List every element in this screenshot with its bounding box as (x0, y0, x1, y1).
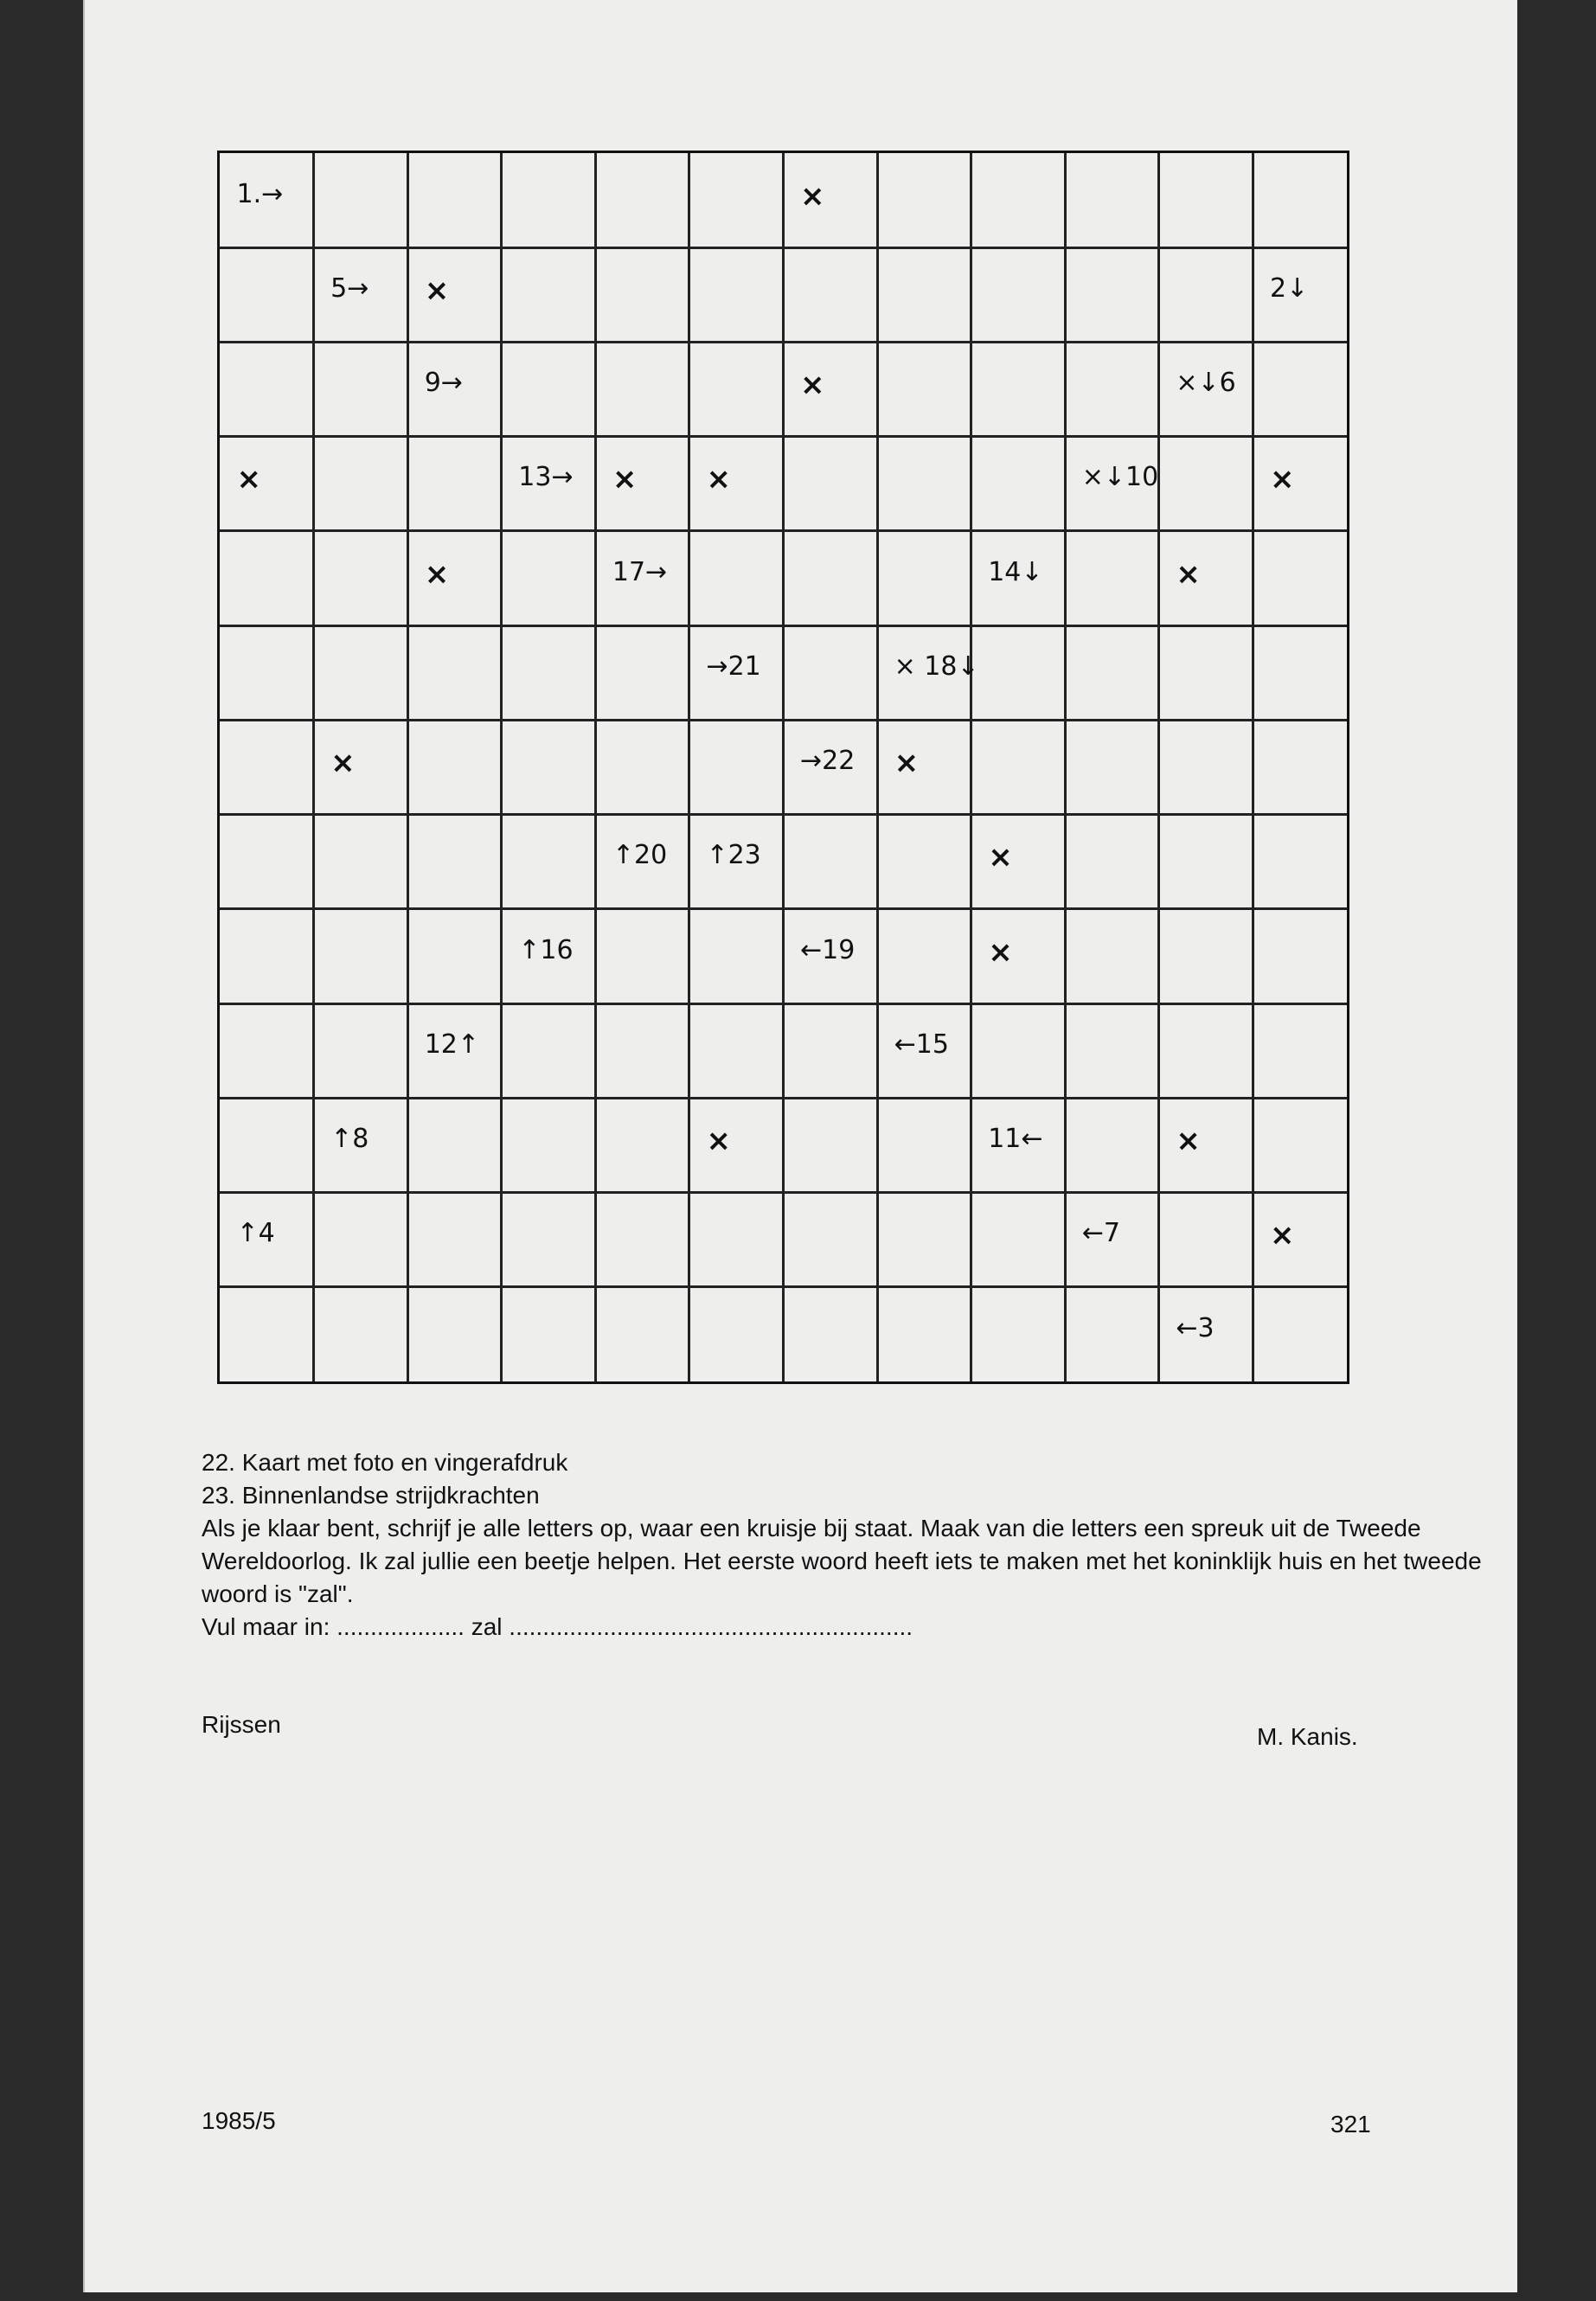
clue-marker: ←3 (1176, 1312, 1215, 1343)
clue-marker: ↑23 (706, 840, 761, 871)
cross-mark: × (706, 462, 731, 497)
grid-column-line (1064, 153, 1067, 1381)
cross-mark: × (894, 746, 920, 781)
clue-marker: ↑20 (612, 840, 668, 871)
crossword-grid (217, 151, 1349, 1384)
clue-text-block (202, 1446, 1482, 1644)
cross-mark: × (1176, 1124, 1201, 1159)
cross-mark: × (330, 746, 356, 781)
grid-row-line (220, 529, 1347, 532)
grid-column-line (1252, 153, 1254, 1381)
clue-marker: ↑8 (330, 1124, 369, 1155)
grid-row-line (220, 625, 1347, 627)
magazine-page (83, 0, 1517, 2292)
cross-mark: × (1269, 1218, 1295, 1253)
cross-mark: × (612, 462, 638, 497)
clue-marker: ←15 (894, 1029, 949, 1060)
clue-23: 23. Binnenlandse strijdkrachten (202, 1482, 540, 1509)
fill-in-line: Vul maar in: ................... zal ............................................................ (202, 1613, 913, 1640)
clue-marker: ↑16 (518, 934, 574, 965)
clue-marker: ×↓10 (1081, 462, 1159, 493)
clue-marker: ←7 (1081, 1218, 1121, 1249)
grid-column-line (970, 153, 972, 1381)
clue-marker: →21 (706, 651, 761, 682)
grid-column-line (594, 153, 597, 1381)
cross-mark: × (988, 934, 1013, 970)
clue-marker: ←19 (800, 934, 856, 965)
cross-mark: × (800, 178, 825, 214)
grid-row-line (220, 1285, 1347, 1288)
cross-mark: × (424, 556, 450, 592)
clue-22: 22. Kaart met foto en vingerafdruk (202, 1449, 568, 1476)
page-number: 321 (1330, 2111, 1371, 2138)
clue-marker: × 18↓ (894, 651, 979, 682)
grid-column-line (407, 153, 409, 1381)
grid-row-line (220, 247, 1347, 249)
clue-marker: ↑4 (236, 1218, 275, 1249)
cross-mark: × (424, 273, 450, 308)
clue-marker: →22 (800, 746, 856, 777)
clue-marker: 9→ (424, 368, 463, 399)
grid-row-line (220, 719, 1347, 721)
grid-column-line (876, 153, 879, 1381)
cross-mark: × (236, 462, 262, 497)
cross-mark: × (1176, 556, 1201, 592)
clue-marker: 2↓ (1269, 273, 1309, 304)
grid-row-line (220, 1191, 1347, 1194)
grid-row-line (220, 907, 1347, 910)
issue-number: 1985/5 (202, 2107, 276, 2134)
grid-row-line (220, 813, 1347, 816)
grid-column-line (312, 153, 315, 1381)
instructions-paragraph: Als je klaar bent, schrijf je alle letters op, waar een kruisje bij staat. Maak van die letters een spreuk uit de Tweede Wereldoorlog. Ik zal jullie een beetje helpen. Het eerste woord heeft iets te maken met het koninklijk huis en het tweede woord is "zal". (202, 1515, 1482, 1607)
place-name: Rijssen (202, 1711, 281, 1738)
cross-mark: × (800, 368, 825, 403)
clue-marker: ×↓6 (1176, 368, 1236, 399)
cross-mark: × (988, 840, 1013, 875)
grid-column-line (782, 153, 785, 1381)
grid-row-line (220, 435, 1347, 438)
grid-column-line (688, 153, 690, 1381)
cross-mark: × (1269, 462, 1295, 497)
grid-row-line (220, 341, 1347, 343)
grid-column-line (1157, 153, 1160, 1381)
clue-marker: 12↑ (424, 1029, 480, 1060)
clue-marker: 14↓ (988, 556, 1043, 587)
grid-row-line (220, 1097, 1347, 1099)
grid-row-line (220, 1003, 1347, 1005)
clue-marker: 11← (988, 1124, 1043, 1155)
clue-marker: 1.→ (236, 178, 284, 209)
clue-marker: 17→ (612, 556, 668, 587)
author-name: M. Kanis. (1257, 1723, 1358, 1750)
clue-marker: 13→ (518, 462, 574, 493)
cross-mark: × (706, 1124, 731, 1159)
clue-marker: 5→ (330, 273, 369, 304)
grid-column-line (500, 153, 503, 1381)
